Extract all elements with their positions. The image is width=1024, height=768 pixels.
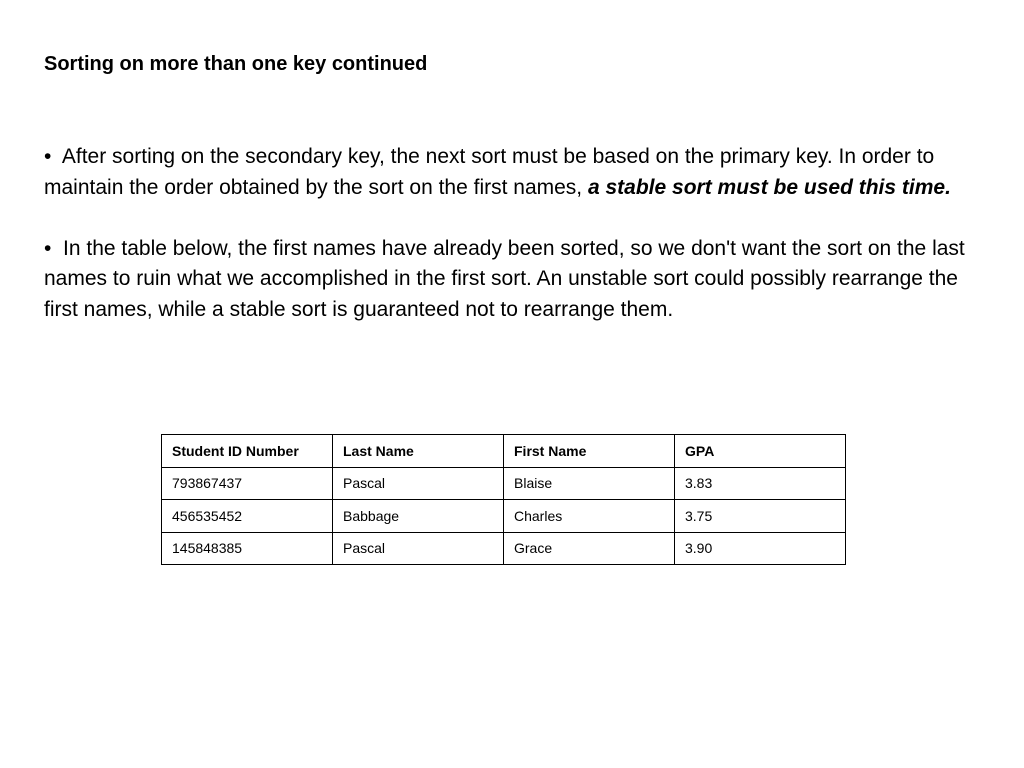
cell-last-name: Pascal — [333, 532, 504, 565]
cell-first-name: Grace — [504, 532, 675, 565]
cell-gpa: 3.75 — [675, 500, 846, 533]
bullet-marker: • — [44, 236, 52, 260]
column-header-first-name: First Name — [504, 435, 675, 468]
table-row — [162, 500, 846, 533]
cell-first-name: Charles — [504, 500, 675, 533]
bullet-text: In the table below, the first names have already been sorted, so we don't want the sort on the last names to ruin what we accomplished in the first sort. An unstable sort could possibly rearrange the first names, while a stable sort is guaranteed not to rearrange them. — [44, 236, 965, 321]
bullet-paragraph — [44, 234, 994, 326]
cell-student-id: 793867437 — [162, 467, 333, 500]
table-header-row — [162, 435, 846, 468]
cell-gpa: 3.90 — [675, 532, 846, 565]
cell-last-name: Babbage — [333, 500, 504, 533]
slide-title: Sorting on more than one key continued — [44, 53, 428, 75]
bullet-text: After sorting on the secondary key, the next sort must be based on the primary key. In order to maintain the order obtained by the sort on the first names, — [44, 145, 935, 199]
cell-student-id: 456535452 — [162, 500, 333, 533]
student-table — [161, 434, 846, 565]
bullet-paragraph — [44, 142, 994, 203]
cell-first-name: Blaise — [504, 467, 675, 500]
table-row — [162, 532, 846, 565]
table-row — [162, 467, 846, 500]
column-header-student-id: Student ID Number — [162, 435, 333, 468]
bullet-marker: • — [44, 145, 52, 168]
cell-student-id: 145848385 — [162, 532, 333, 565]
column-header-gpa: GPA — [675, 435, 846, 468]
cell-gpa: 3.83 — [675, 467, 846, 500]
bullet-emphasis: a stable sort must be used this time. — [587, 175, 951, 199]
cell-last-name: Pascal — [333, 467, 504, 500]
column-header-last-name: Last Name — [333, 435, 504, 468]
slide-body — [44, 142, 994, 325]
